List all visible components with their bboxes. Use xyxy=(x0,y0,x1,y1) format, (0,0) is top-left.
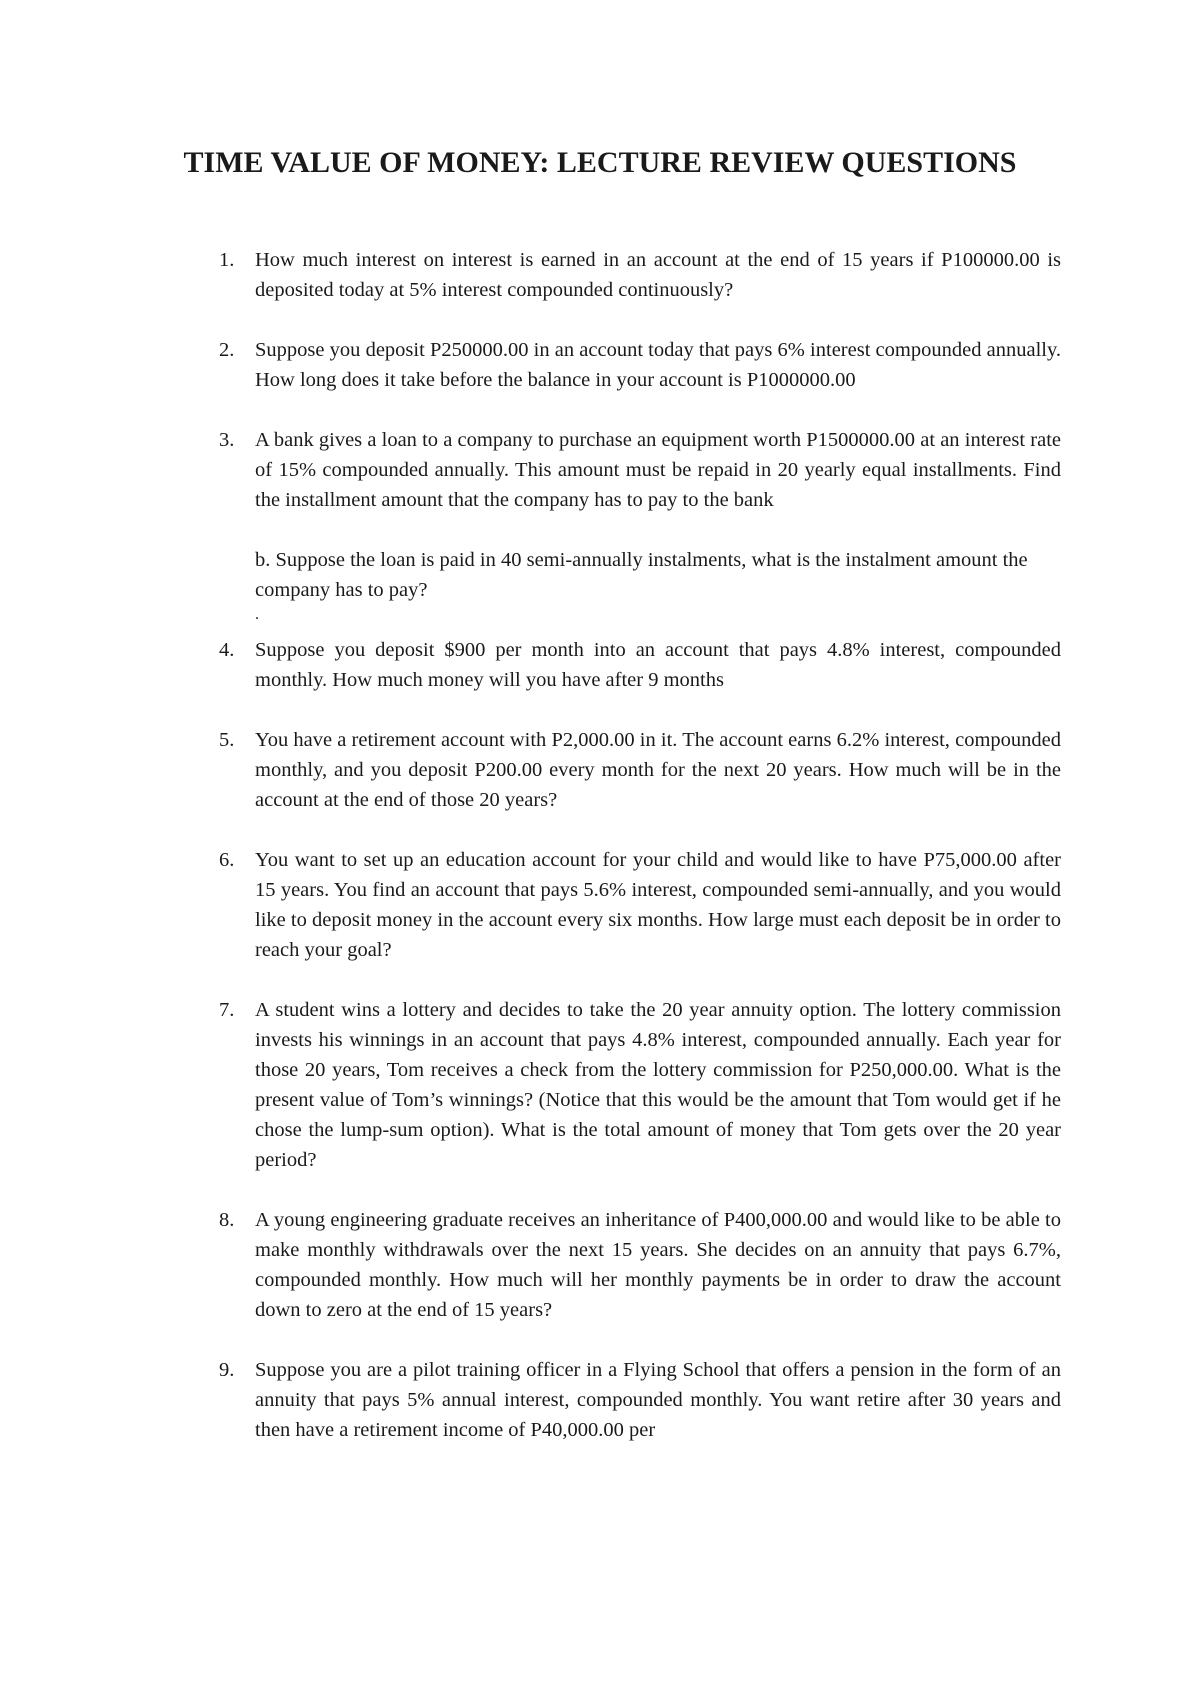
stray-period-mark: . xyxy=(255,606,259,623)
question-item-2 xyxy=(206,335,1061,395)
question-text: Suppose you deposit $900 per month into an account that pays 4.8% interest, compounded monthly. How much money will you have after 9 months xyxy=(255,639,1061,691)
page-title: TIME VALUE OF MONEY: LECTURE REVIEW QUESTIONS xyxy=(183,146,1017,179)
question-number: 6. xyxy=(219,849,235,871)
question-item-5 xyxy=(206,725,1061,815)
question-number: 9. xyxy=(219,1359,235,1381)
question-number: 4. xyxy=(219,639,235,661)
question-item-3 xyxy=(206,425,1061,635)
question-text: A student wins a lottery and decides to take the 20 year annuity option. The lottery commission invests his winnings in an account that pays 4.8% interest, compounded annually. Each year for those 20 years, Tom receives a check from the lottery commission for P250,000.00. What is the present value of Tom’s winnings? (Notice that this would be the amount that Tom would get if he chose the lump-sum option). What is the total amount of money that Tom gets over the 20 year period? xyxy=(255,999,1061,1171)
question-item-1 xyxy=(206,245,1061,305)
question-item-9 xyxy=(206,1355,1061,1445)
question-number: 8. xyxy=(219,1209,235,1231)
question-subpart: b. Suppose the loan is paid in 40 semi-annually instalments, what is the instalment amount the company has to pay? xyxy=(255,549,1028,601)
question-text: A bank gives a loan to a company to purchase an equipment worth P1500000.00 at an interest rate of 15% compounded annually. This amount must be repaid in 20 yearly equal installments. Find the installment amount that the company has to pay to the bank xyxy=(255,429,1061,511)
question-text: You have a retirement account with P2,000.00 in it. The account earns 6.2% interest, compounded monthly, and you deposit P200.00 every month for the next 20 years. How much will be in the account at the end of those 20 years? xyxy=(255,729,1061,811)
question-number: 5. xyxy=(219,729,235,751)
question-item-6 xyxy=(206,845,1061,965)
question-text: Suppose you deposit P250000.00 in an account today that pays 6% interest compounded annually. How long does it take before the balance in your account is P1000000.00 xyxy=(255,339,1061,391)
question-text: A young engineering graduate receives an inheritance of P400,000.00 and would like to be able to make monthly withdrawals over the next 15 years. She decides on an annuity that pays 6.7%, compounded monthly. How much will her monthly payments be in order to draw the account down to zero at the end of 15 years? xyxy=(255,1209,1061,1321)
question-number: 2. xyxy=(219,339,235,361)
question-item-7 xyxy=(206,995,1061,1175)
question-text: How much interest on interest is earned in an account at the end of 15 years if P100000.00 is deposited today at 5% interest compounded continuously? xyxy=(255,249,1061,301)
question-number: 3. xyxy=(219,429,235,451)
question-number: 1. xyxy=(219,249,235,271)
question-text: You want to set up an education account for your child and would like to have P75,000.00 after 15 years. You find an account that pays 5.6% interest, compounded semi-annually, and you would like to deposit money in the account every six months. How large must each deposit be in order to reach your goal? xyxy=(255,849,1061,961)
question-item-4 xyxy=(206,635,1061,695)
question-list xyxy=(206,245,1061,1475)
question-number: 7. xyxy=(219,999,235,1021)
question-item-8 xyxy=(206,1205,1061,1325)
question-text: Suppose you are a pilot training officer in a Flying School that offers a pension in the form of an annuity that pays 5% annual interest, compounded monthly. You want retire after 30 years and then have a retirement income of P40,000.00 per xyxy=(255,1359,1061,1441)
